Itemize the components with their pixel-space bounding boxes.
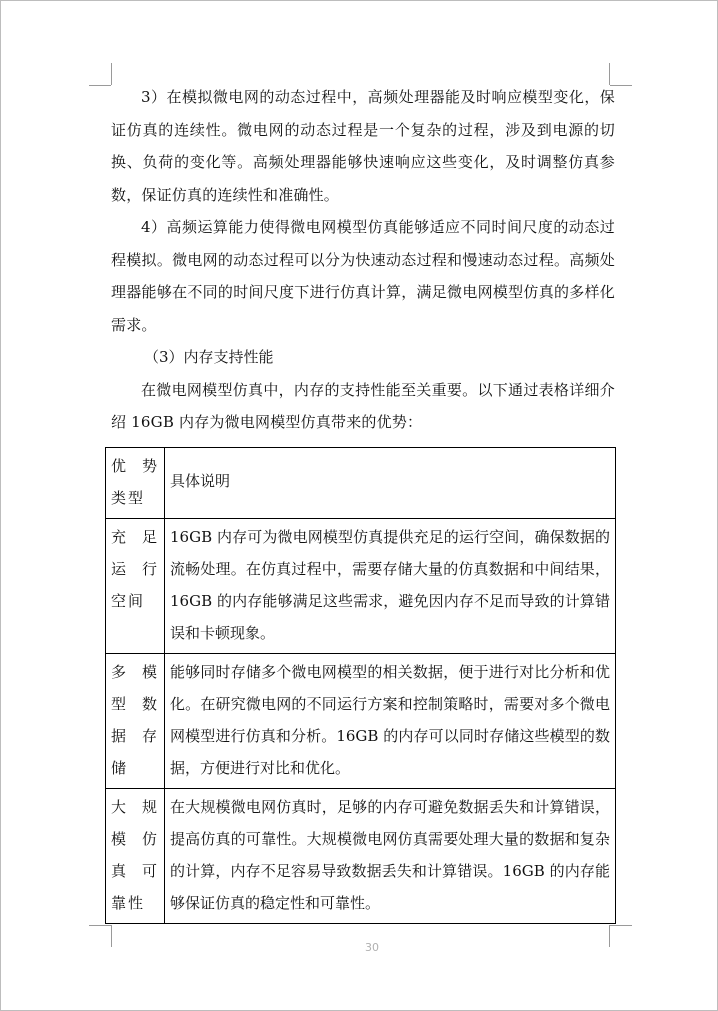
header-type: 优势类型: [106, 448, 165, 519]
row-desc: 能够同时存储多个微电网模型的相关数据，便于进行对比分析和优化。在研究微电网的不同运行方案和控制策略时，需要对多个微电网模型进行仿真和分析。16GB 的内存可以同时存储这些模型的数据，方便进行对比和优化。: [165, 654, 616, 789]
row-desc: 在大规模微电网仿真时，足够的内存可避免数据丢失和计算错误，提高仿真的可靠性。大规模微电网仿真需要处理大量的数据和复杂的计算，内存不足容易导致数据丢失和计算错误。16GB 的内存能够保证仿真的稳定性和可靠性。: [165, 789, 616, 924]
table-row: [106, 519, 616, 654]
table-row: [106, 789, 616, 924]
row-type: 充足运行空间: [106, 519, 165, 654]
row-type: 多模型数据存储: [106, 654, 165, 789]
header-desc: 具体说明: [165, 448, 616, 519]
section-heading: （3）内存支持性能: [144, 348, 274, 366]
table-intro: 在微电网模型仿真中，内存的支持性能至关重要。以下通过表格详细介绍 16GB 内存为微电网模型仿真带来的优势：: [111, 380, 615, 431]
page-number: 30: [365, 941, 379, 954]
paragraph-4: 4）高频运算能力使得微电网模型仿真能够适应不同时间尺度的动态过程模拟。微电网的动态过程可以分为快速动态过程和慢速动态过程。高频处理器能够在不同的时间尺度下进行仿真计算，满足微电网模型仿真的多样化需求。: [111, 218, 615, 334]
advantages-table: [105, 447, 616, 924]
crop-mark-top-left-h: [89, 85, 111, 86]
crop-mark-bottom-right-v: [609, 925, 610, 947]
body-text: [111, 81, 615, 439]
table-row: [106, 654, 616, 789]
paragraph-3: 3）在模拟微电网的动态过程中，高频处理器能及时响应模型变化，保证仿真的连续性。微电网的动态过程是一个复杂的过程，涉及到电源的切换、负荷的变化等。高频处理器能够快速响应这些变化，及时调整仿真参数，保证仿真的连续性和准确性。: [111, 88, 615, 204]
table-header-row: [106, 448, 616, 519]
crop-mark-bottom-left-h: [89, 925, 111, 926]
row-desc: 16GB 内存可为微电网模型仿真提供充足的运行空间，确保数据的流畅处理。在仿真过程中，需要存储大量的仿真数据和中间结果，16GB 的内存能够满足这些需求，避免因内存不足而导致的计算错误和卡顿现象。: [165, 519, 616, 654]
crop-mark-bottom-left-v: [111, 925, 112, 947]
crop-mark-bottom-right-h: [610, 925, 632, 926]
row-type: 大规模仿真可靠性: [106, 789, 165, 924]
